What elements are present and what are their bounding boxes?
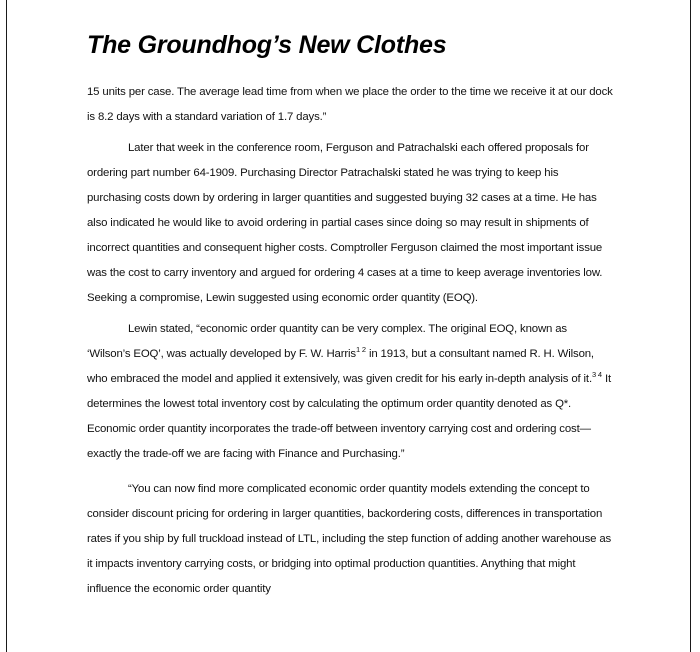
paragraph-3-text-c: It determines the lowest total inventory cost by calculating the optimum order quantity denoted as Q*. Economic order quantity incorporates the trade-off between inventory carrying cost and ordering cost—exactly the trade-off we are facing with Finance and Purchasing.” <box>87 373 611 460</box>
paragraph-3 <box>87 317 613 467</box>
document-body <box>87 28 613 608</box>
footnote-ref-1-2: 1 2 <box>355 345 366 355</box>
paragraph-4: “You can now find more complicated economic order quantity models extending the concept to consider discount pricing for ordering in larger quantities, backordering costs, differences in transportation rates if you ship by full truckload instead of LTL, including the step function of adding another warehouse as it impacts inventory carrying costs, or bridging into optimal production quantities. Anything that might influence the economic order quantity <box>87 483 612 595</box>
paragraph-2: Later that week in the conference room, Ferguson and Patrachalski each offered proposals for ordering part number 64-1909. Purchasing Director Patrachalski stated he was trying to keep his purchasing costs down by ordering in larger quantities and suggested buying 32 cases at a time. He has also indicated he would like to avoid ordering in partial cases since doing so may result in shipments of incorrect quantities and consequent higher costs. Comptroller Ferguson claimed the most important issue was the cost to carry inventory and argued for ordering 4 cases at a time to keep average inventories low. Seeking a compromise, Lewin suggested using economic order quantity (EOQ). <box>87 142 603 304</box>
page-right-border <box>690 0 691 652</box>
document-title: The Groundhog’s New Clothes <box>87 31 447 59</box>
page-left-border <box>6 0 7 652</box>
paragraph-3-text-a: Lewin stated, “economic order quantity can be very complex. The original EOQ, known as ‘Wilson’s EOQ’, was actually developed by F. W. Harris <box>87 323 567 360</box>
paragraph-1: 15 units per case. The average lead time from when we place the order to the time we receive it at our dock is 8.2 days with a standard variation of 1.7 days.” <box>87 86 613 123</box>
footnote-ref-3-4: 3 4 <box>591 370 602 380</box>
paragraph-3-text-b: in 1913, but a consultant named R. H. Wilson, who embraced the model and applied it extensively, was given credit for his early in-depth analysis of it. <box>87 348 594 385</box>
